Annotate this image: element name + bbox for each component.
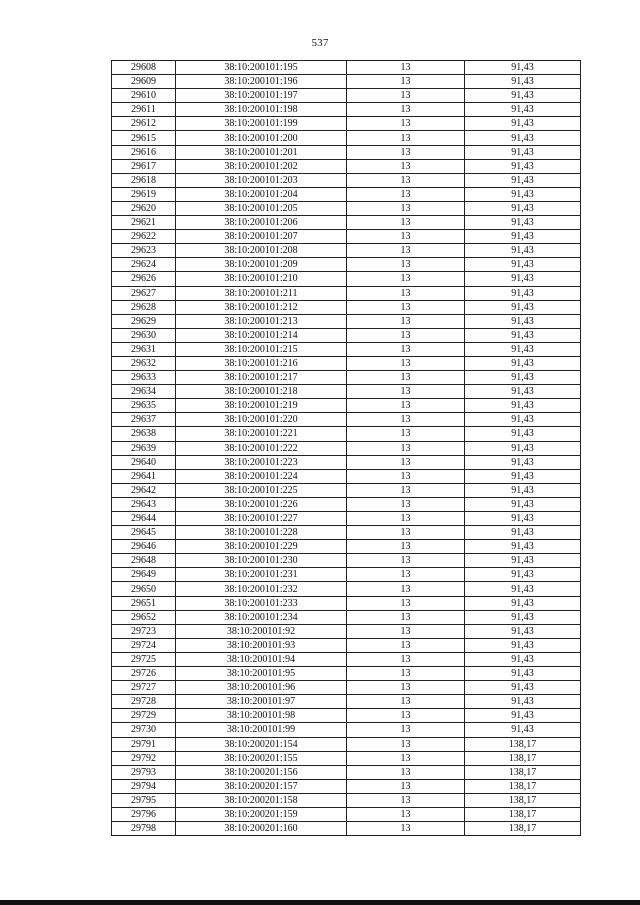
quantity-cell: 13: [347, 568, 465, 582]
quantity-cell: 13: [347, 497, 465, 511]
row-number-cell: 29650: [112, 582, 176, 596]
page-number: 537: [311, 37, 329, 49]
amount-cell: 91,43: [465, 455, 581, 469]
amount-cell: 91,43: [465, 610, 581, 624]
table-row: [112, 356, 581, 370]
amount-cell: 91,43: [465, 399, 581, 413]
amount-cell: 91,43: [465, 286, 581, 300]
cadastral-number-cell: 38:10:200101:97: [176, 695, 347, 709]
cadastral-number-cell: 38:10:200101:205: [176, 201, 347, 215]
cadastral-number-cell: 38:10:200101:230: [176, 554, 347, 568]
quantity-cell: 13: [347, 807, 465, 821]
quantity-cell: 13: [347, 371, 465, 385]
cadastral-number-cell: 38:10:200101:95: [176, 667, 347, 681]
table-row: [112, 201, 581, 215]
table-row: [112, 483, 581, 497]
amount-cell: 91,43: [465, 230, 581, 244]
quantity-cell: 13: [347, 272, 465, 286]
row-number-cell: 29620: [112, 201, 176, 215]
quantity-cell: 13: [347, 328, 465, 342]
table-row: [112, 610, 581, 624]
amount-cell: 91,43: [465, 258, 581, 272]
amount-cell: 91,43: [465, 328, 581, 342]
row-number-cell: 29635: [112, 399, 176, 413]
table-row: [112, 681, 581, 695]
cadastral-number-cell: 38:10:200101:218: [176, 385, 347, 399]
amount-cell: 91,43: [465, 596, 581, 610]
table-row: [112, 131, 581, 145]
quantity-cell: 13: [347, 512, 465, 526]
cadastral-number-cell: 38:10:200101:233: [176, 596, 347, 610]
amount-cell: 138,17: [465, 779, 581, 793]
row-number-cell: 29798: [112, 822, 176, 836]
cadastral-number-cell: 38:10:200101:207: [176, 230, 347, 244]
quantity-cell: 13: [347, 201, 465, 215]
table-row: [112, 427, 581, 441]
table-row: [112, 765, 581, 779]
table-row: [112, 652, 581, 666]
quantity-cell: 13: [347, 216, 465, 230]
cadastral-number-cell: 38:10:200101:216: [176, 356, 347, 370]
cadastral-number-cell: 38:10:200201:160: [176, 822, 347, 836]
amount-cell: 91,43: [465, 681, 581, 695]
amount-cell: 91,43: [465, 173, 581, 187]
quantity-cell: 13: [347, 822, 465, 836]
cadastral-number-cell: 38:10:200101:199: [176, 117, 347, 131]
cadastral-number-cell: 38:10:200101:96: [176, 681, 347, 695]
quantity-cell: 13: [347, 596, 465, 610]
cadastral-number-cell: 38:10:200201:159: [176, 807, 347, 821]
row-number-cell: 29796: [112, 807, 176, 821]
table-row: [112, 145, 581, 159]
quantity-cell: 13: [347, 793, 465, 807]
row-number-cell: 29794: [112, 779, 176, 793]
quantity-cell: 13: [347, 117, 465, 131]
table-row: [112, 371, 581, 385]
cadastral-number-cell: 38:10:200101:227: [176, 512, 347, 526]
quantity-cell: 13: [347, 356, 465, 370]
amount-cell: 91,43: [465, 371, 581, 385]
amount-cell: 91,43: [465, 187, 581, 201]
amount-cell: 91,43: [465, 131, 581, 145]
amount-cell: 91,43: [465, 342, 581, 356]
quantity-cell: 13: [347, 413, 465, 427]
row-number-cell: 29638: [112, 427, 176, 441]
cadastral-number-cell: 38:10:200101:219: [176, 399, 347, 413]
row-number-cell: 29729: [112, 709, 176, 723]
cadastral-number-cell: 38:10:200101:202: [176, 159, 347, 173]
table-row: [112, 807, 581, 821]
amount-cell: 91,43: [465, 75, 581, 89]
amount-cell: 91,43: [465, 667, 581, 681]
cadastral-number-cell: 38:10:200101:214: [176, 328, 347, 342]
amount-cell: 91,43: [465, 441, 581, 455]
cadastral-number-cell: 38:10:200101:196: [176, 75, 347, 89]
table-row: [112, 300, 581, 314]
cadastral-number-cell: 38:10:200201:154: [176, 737, 347, 751]
amount-cell: 91,43: [465, 497, 581, 511]
table-row: [112, 216, 581, 230]
quantity-cell: 13: [347, 385, 465, 399]
row-number-cell: 29645: [112, 526, 176, 540]
table-row: [112, 737, 581, 751]
quantity-cell: 13: [347, 469, 465, 483]
table-row: [112, 61, 581, 75]
table-row: [112, 455, 581, 469]
cadastral-number-cell: 38:10:200101:211: [176, 286, 347, 300]
row-number-cell: 29644: [112, 512, 176, 526]
row-number-cell: 29728: [112, 695, 176, 709]
quantity-cell: 13: [347, 652, 465, 666]
row-number-cell: 29612: [112, 117, 176, 131]
table-row: [112, 709, 581, 723]
row-number-cell: 29608: [112, 61, 176, 75]
amount-cell: 91,43: [465, 427, 581, 441]
table-row: [112, 314, 581, 328]
cadastral-number-cell: 38:10:200101:195: [176, 61, 347, 75]
table-row: [112, 89, 581, 103]
row-number-cell: 29793: [112, 765, 176, 779]
cadastral-number-cell: 38:10:200101:234: [176, 610, 347, 624]
amount-cell: 91,43: [465, 159, 581, 173]
row-number-cell: 29623: [112, 244, 176, 258]
quantity-cell: 13: [347, 455, 465, 469]
amount-cell: 91,43: [465, 61, 581, 75]
amount-cell: 91,43: [465, 582, 581, 596]
quantity-cell: 13: [347, 638, 465, 652]
quantity-cell: 13: [347, 286, 465, 300]
amount-cell: 91,43: [465, 103, 581, 117]
quantity-cell: 13: [347, 131, 465, 145]
amount-cell: 138,17: [465, 807, 581, 821]
amount-cell: 91,43: [465, 300, 581, 314]
amount-cell: 91,43: [465, 540, 581, 554]
row-number-cell: 29652: [112, 610, 176, 624]
amount-cell: 91,43: [465, 512, 581, 526]
cadastral-number-cell: 38:10:200101:213: [176, 314, 347, 328]
amount-cell: 91,43: [465, 624, 581, 638]
table-row: [112, 399, 581, 413]
row-number-cell: 29628: [112, 300, 176, 314]
cadastral-number-cell: 38:10:200101:198: [176, 103, 347, 117]
amount-cell: 91,43: [465, 145, 581, 159]
table-row: [112, 512, 581, 526]
cadastral-number-cell: 38:10:200201:158: [176, 793, 347, 807]
row-number-cell: 29621: [112, 216, 176, 230]
cadastral-number-cell: 38:10:200101:212: [176, 300, 347, 314]
row-number-cell: 29730: [112, 723, 176, 737]
amount-cell: 91,43: [465, 526, 581, 540]
cadastral-number-cell: 38:10:200101:215: [176, 342, 347, 356]
scan-bottom-edge: [0, 900, 640, 905]
table-row: [112, 526, 581, 540]
table-row: [112, 441, 581, 455]
table-row: [112, 328, 581, 342]
table-row: [112, 497, 581, 511]
cadastral-number-cell: 38:10:200101:220: [176, 413, 347, 427]
amount-cell: 91,43: [465, 216, 581, 230]
row-number-cell: 29642: [112, 483, 176, 497]
amount-cell: 91,43: [465, 413, 581, 427]
cadastral-number-cell: 38:10:200101:200: [176, 131, 347, 145]
table-row: [112, 230, 581, 244]
amount-cell: 91,43: [465, 117, 581, 131]
row-number-cell: 29627: [112, 286, 176, 300]
row-number-cell: 29637: [112, 413, 176, 427]
quantity-cell: 13: [347, 159, 465, 173]
cadastral-number-cell: 38:10:200101:206: [176, 216, 347, 230]
row-number-cell: 29626: [112, 272, 176, 286]
quantity-cell: 13: [347, 751, 465, 765]
amount-cell: 138,17: [465, 822, 581, 836]
row-number-cell: 29727: [112, 681, 176, 695]
quantity-cell: 13: [347, 173, 465, 187]
quantity-cell: 13: [347, 624, 465, 638]
cadastral-number-cell: 38:10:200101:228: [176, 526, 347, 540]
quantity-cell: 13: [347, 230, 465, 244]
amount-cell: 91,43: [465, 638, 581, 652]
table-row: [112, 779, 581, 793]
row-number-cell: 29624: [112, 258, 176, 272]
amount-cell: 91,43: [465, 652, 581, 666]
cadastral-number-cell: 38:10:200101:208: [176, 244, 347, 258]
row-number-cell: 29633: [112, 371, 176, 385]
table-row: [112, 582, 581, 596]
row-number-cell: 29726: [112, 667, 176, 681]
cadastral-number-cell: 38:10:200101:204: [176, 187, 347, 201]
table-row: [112, 469, 581, 483]
cadastral-number-cell: 38:10:200101:217: [176, 371, 347, 385]
row-number-cell: 29791: [112, 737, 176, 751]
cadastral-number-cell: 38:10:200201:156: [176, 765, 347, 779]
table-row: [112, 822, 581, 836]
table-row: [112, 413, 581, 427]
row-number-cell: 29611: [112, 103, 176, 117]
table-row: [112, 103, 581, 117]
amount-cell: 91,43: [465, 469, 581, 483]
amount-cell: 91,43: [465, 356, 581, 370]
table-row: [112, 244, 581, 258]
table-row: [112, 554, 581, 568]
quantity-cell: 13: [347, 399, 465, 413]
quantity-cell: 13: [347, 441, 465, 455]
cadastral-number-cell: 38:10:200101:226: [176, 497, 347, 511]
quantity-cell: 13: [347, 667, 465, 681]
row-number-cell: 29630: [112, 328, 176, 342]
row-number-cell: 29641: [112, 469, 176, 483]
row-number-cell: 29649: [112, 568, 176, 582]
row-number-cell: 29648: [112, 554, 176, 568]
amount-cell: 138,17: [465, 751, 581, 765]
cadastral-number-cell: 38:10:200101:210: [176, 272, 347, 286]
table-body: [112, 61, 581, 836]
row-number-cell: 29610: [112, 89, 176, 103]
table-row: [112, 173, 581, 187]
table-row: [112, 159, 581, 173]
table-row: [112, 723, 581, 737]
quantity-cell: 13: [347, 342, 465, 356]
table-row: [112, 751, 581, 765]
quantity-cell: 13: [347, 737, 465, 751]
quantity-cell: 13: [347, 89, 465, 103]
quantity-cell: 13: [347, 103, 465, 117]
table-row: [112, 342, 581, 356]
cadastral-number-cell: 38:10:200101:231: [176, 568, 347, 582]
row-number-cell: 29622: [112, 230, 176, 244]
table-row: [112, 385, 581, 399]
row-number-cell: 29639: [112, 441, 176, 455]
cadastral-number-cell: 38:10:200101:94: [176, 652, 347, 666]
row-number-cell: 29646: [112, 540, 176, 554]
quantity-cell: 13: [347, 483, 465, 497]
table-row: [112, 286, 581, 300]
cadastral-number-cell: 38:10:200101:201: [176, 145, 347, 159]
amount-cell: 91,43: [465, 483, 581, 497]
quantity-cell: 13: [347, 709, 465, 723]
table-row: [112, 667, 581, 681]
row-number-cell: 29632: [112, 356, 176, 370]
cadastral-number-cell: 38:10:200101:225: [176, 483, 347, 497]
amount-cell: 91,43: [465, 89, 581, 103]
cadastral-number-cell: 38:10:200101:98: [176, 709, 347, 723]
row-number-cell: 29619: [112, 187, 176, 201]
cadastral-number-cell: 38:10:200101:224: [176, 469, 347, 483]
quantity-cell: 13: [347, 540, 465, 554]
quantity-cell: 13: [347, 765, 465, 779]
row-number-cell: 29616: [112, 145, 176, 159]
row-number-cell: 29723: [112, 624, 176, 638]
amount-cell: 91,43: [465, 244, 581, 258]
amount-cell: 91,43: [465, 709, 581, 723]
row-number-cell: 29615: [112, 131, 176, 145]
quantity-cell: 13: [347, 681, 465, 695]
quantity-cell: 13: [347, 75, 465, 89]
cadastral-number-cell: 38:10:200101:223: [176, 455, 347, 469]
data-table: [111, 60, 581, 836]
amount-cell: 91,43: [465, 568, 581, 582]
cadastral-number-cell: 38:10:200101:99: [176, 723, 347, 737]
quantity-cell: 13: [347, 61, 465, 75]
quantity-cell: 13: [347, 723, 465, 737]
cadastral-number-cell: 38:10:200201:155: [176, 751, 347, 765]
table-row: [112, 187, 581, 201]
table-row: [112, 638, 581, 652]
row-number-cell: 29634: [112, 385, 176, 399]
quantity-cell: 13: [347, 554, 465, 568]
amount-cell: 91,43: [465, 695, 581, 709]
quantity-cell: 13: [347, 779, 465, 793]
amount-cell: 138,17: [465, 765, 581, 779]
row-number-cell: 29724: [112, 638, 176, 652]
row-number-cell: 29643: [112, 497, 176, 511]
table-row: [112, 540, 581, 554]
quantity-cell: 13: [347, 610, 465, 624]
quantity-cell: 13: [347, 258, 465, 272]
cadastral-number-cell: 38:10:200101:93: [176, 638, 347, 652]
row-number-cell: 29725: [112, 652, 176, 666]
row-number-cell: 29651: [112, 596, 176, 610]
row-number-cell: 29629: [112, 314, 176, 328]
cadastral-number-cell: 38:10:200201:157: [176, 779, 347, 793]
quantity-cell: 13: [347, 695, 465, 709]
table-row: [112, 695, 581, 709]
cadastral-number-cell: 38:10:200101:197: [176, 89, 347, 103]
amount-cell: 138,17: [465, 737, 581, 751]
cadastral-number-cell: 38:10:200101:229: [176, 540, 347, 554]
row-number-cell: 29795: [112, 793, 176, 807]
quantity-cell: 13: [347, 427, 465, 441]
table-row: [112, 568, 581, 582]
row-number-cell: 29631: [112, 342, 176, 356]
cadastral-number-cell: 38:10:200101:92: [176, 624, 347, 638]
table-row: [112, 117, 581, 131]
row-number-cell: 29792: [112, 751, 176, 765]
cadastral-number-cell: 38:10:200101:232: [176, 582, 347, 596]
amount-cell: 91,43: [465, 272, 581, 286]
table-row: [112, 258, 581, 272]
quantity-cell: 13: [347, 582, 465, 596]
quantity-cell: 13: [347, 314, 465, 328]
row-number-cell: 29617: [112, 159, 176, 173]
amount-cell: 91,43: [465, 201, 581, 215]
table-row: [112, 596, 581, 610]
cadastral-number-cell: 38:10:200101:203: [176, 173, 347, 187]
cadastral-number-cell: 38:10:200101:209: [176, 258, 347, 272]
amount-cell: 91,43: [465, 723, 581, 737]
quantity-cell: 13: [347, 526, 465, 540]
table-row: [112, 272, 581, 286]
row-number-cell: 29609: [112, 75, 176, 89]
quantity-cell: 13: [347, 244, 465, 258]
quantity-cell: 13: [347, 145, 465, 159]
table-row: [112, 75, 581, 89]
amount-cell: 91,43: [465, 385, 581, 399]
table-row: [112, 624, 581, 638]
row-number-cell: 29640: [112, 455, 176, 469]
cadastral-number-cell: 38:10:200101:222: [176, 441, 347, 455]
amount-cell: 138,17: [465, 793, 581, 807]
table-row: [112, 793, 581, 807]
quantity-cell: 13: [347, 300, 465, 314]
amount-cell: 91,43: [465, 554, 581, 568]
cadastral-number-cell: 38:10:200101:221: [176, 427, 347, 441]
amount-cell: 91,43: [465, 314, 581, 328]
row-number-cell: 29618: [112, 173, 176, 187]
quantity-cell: 13: [347, 187, 465, 201]
